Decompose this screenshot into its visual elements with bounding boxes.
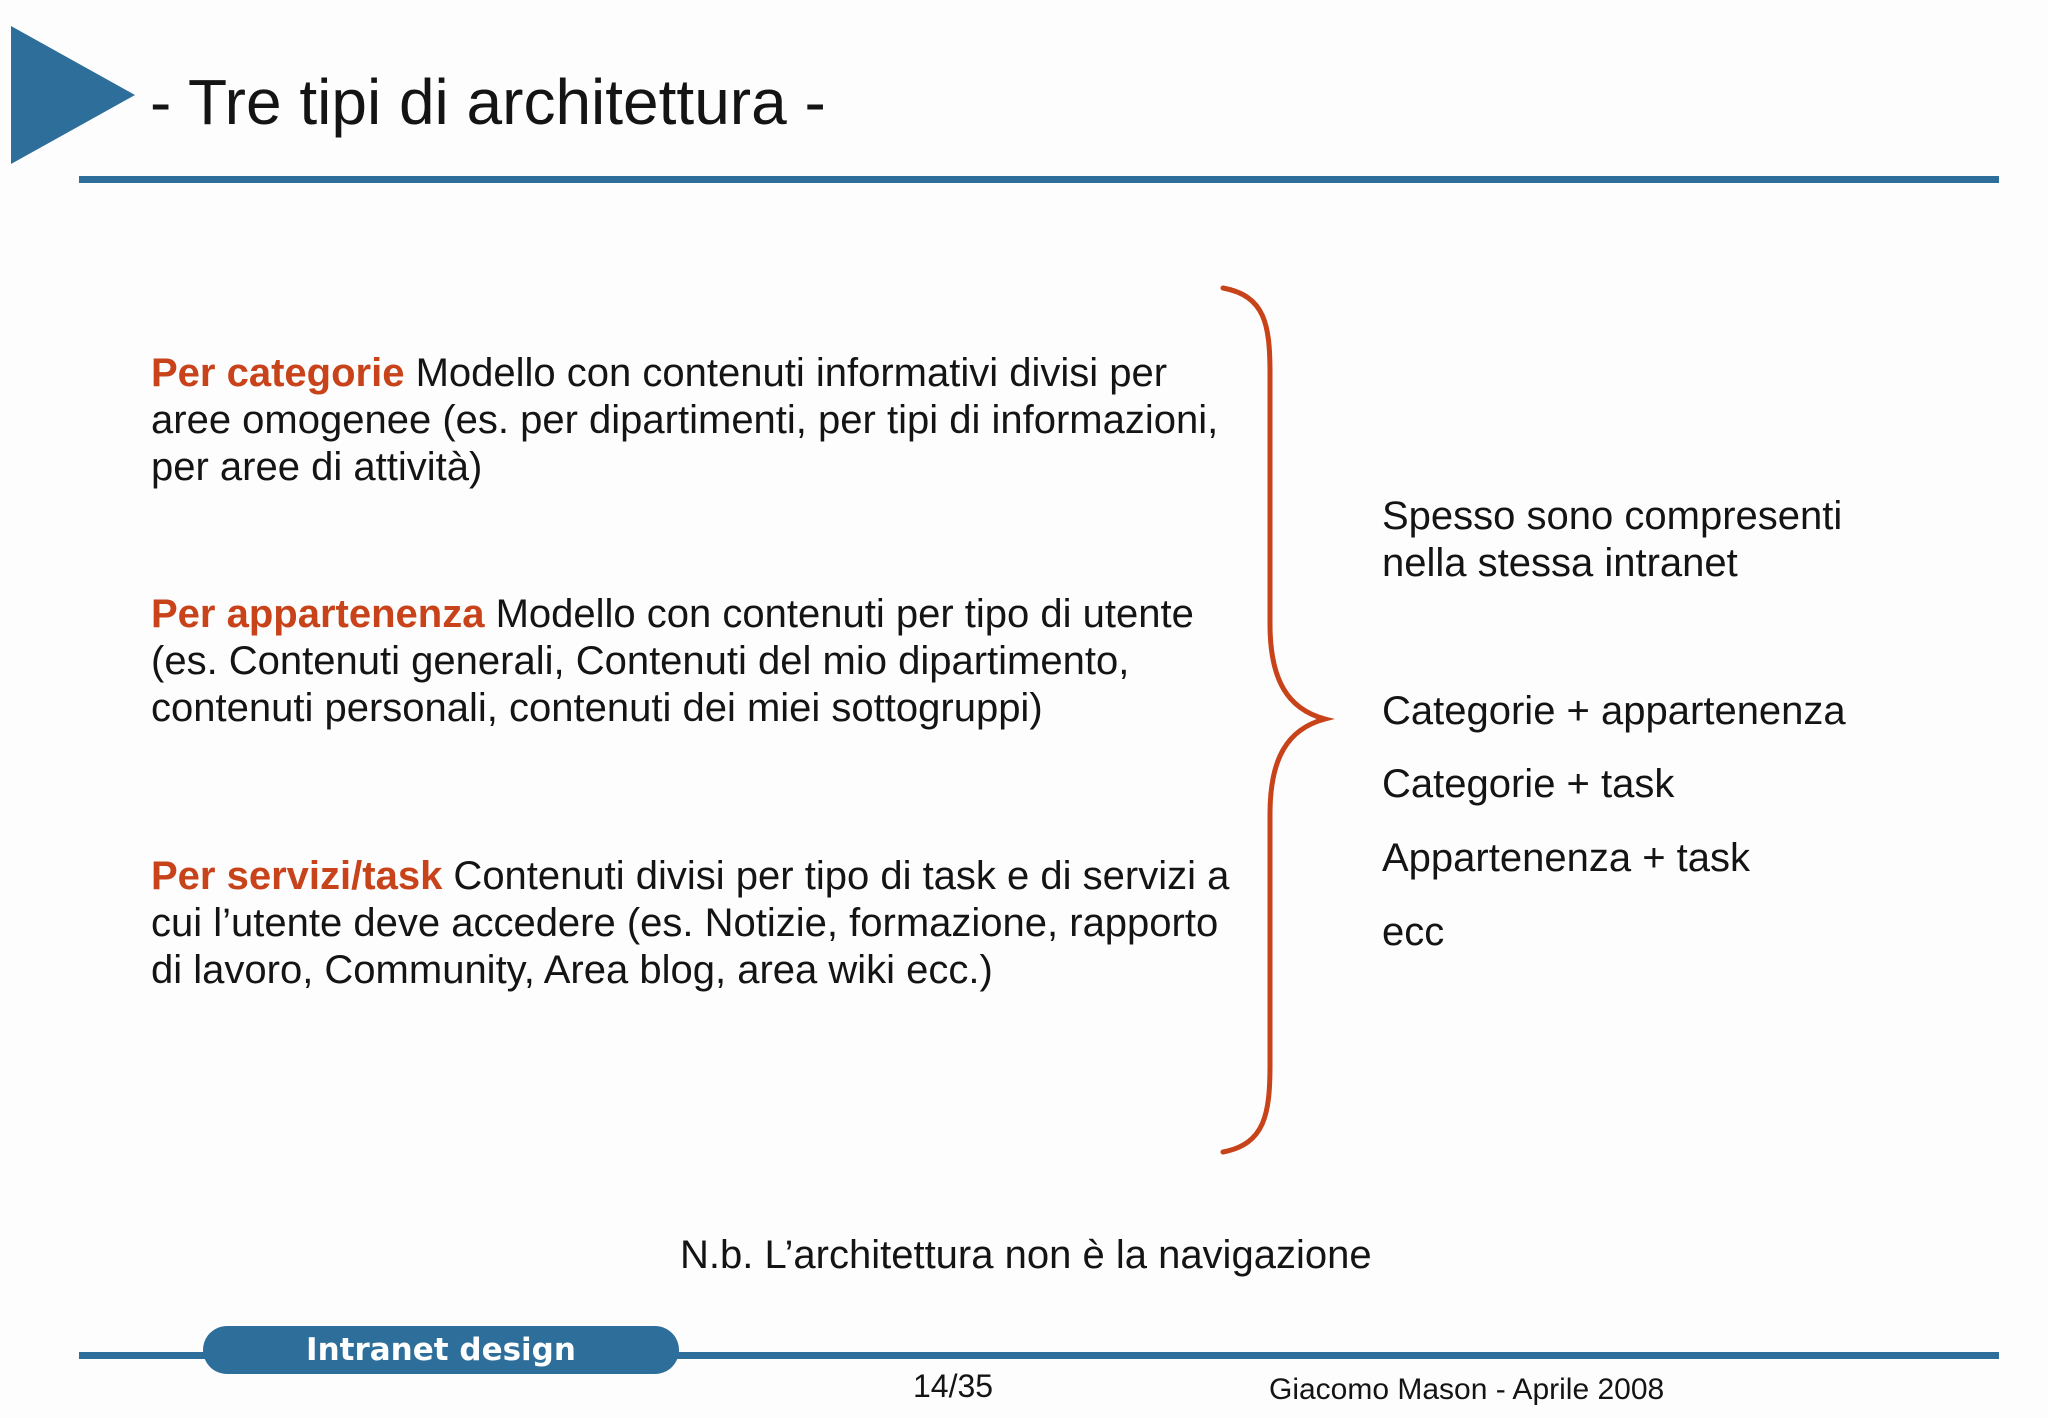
summary-lead-line1: Spesso sono compresenti	[1382, 494, 1843, 538]
footer-label: Intranet design	[203, 1326, 679, 1374]
header-divider	[79, 176, 1999, 183]
item-description: Modello con contenuti informativi divisi per aree omogenee (es. per dipartimenti, per tipi di informazioni, per aree di attività)	[151, 351, 1219, 489]
architecture-item-categorie	[151, 350, 1251, 491]
item-description: Contenuti divisi per tipo di task e di servizi a cui l’utente deve accedere (es. Notizie, formazione, rapporto di lavoro, Community, Area blog, area wiki ecc.)	[151, 854, 1230, 992]
author-credit: Giacomo Mason - Aprile 2008	[1269, 1373, 1665, 1406]
item-term: Per servizi/task	[151, 854, 443, 898]
architecture-item-servizi	[151, 853, 1251, 994]
summary-lead	[1382, 493, 1842, 587]
item-term: Per appartenenza	[151, 592, 485, 636]
combination-item: ecc	[1382, 910, 1445, 954]
page-title: - Tre tipi di architettura -	[150, 66, 826, 138]
footnote: N.b. L’architettura non è la navigazione	[680, 1233, 1372, 1277]
architecture-item-appartenenza	[151, 591, 1251, 732]
summary-lead-line2: nella stessa intranet	[1382, 541, 1738, 585]
page-number: 14/35	[913, 1368, 994, 1404]
combination-item: Appartenenza + task	[1382, 836, 1751, 880]
play-triangle-icon	[11, 26, 135, 164]
item-term: Per categorie	[151, 351, 405, 395]
combination-item: Categorie + appartenenza	[1382, 689, 1846, 733]
curly-brace-icon	[1215, 284, 1335, 1164]
item-description: Modello con contenuti per tipo di utente (es. Contenuti generali, Contenuti del mio dipartimento, contenuti personali, contenuti dei miei sottogruppi)	[151, 592, 1194, 730]
combination-item: Categorie + task	[1382, 762, 1675, 806]
